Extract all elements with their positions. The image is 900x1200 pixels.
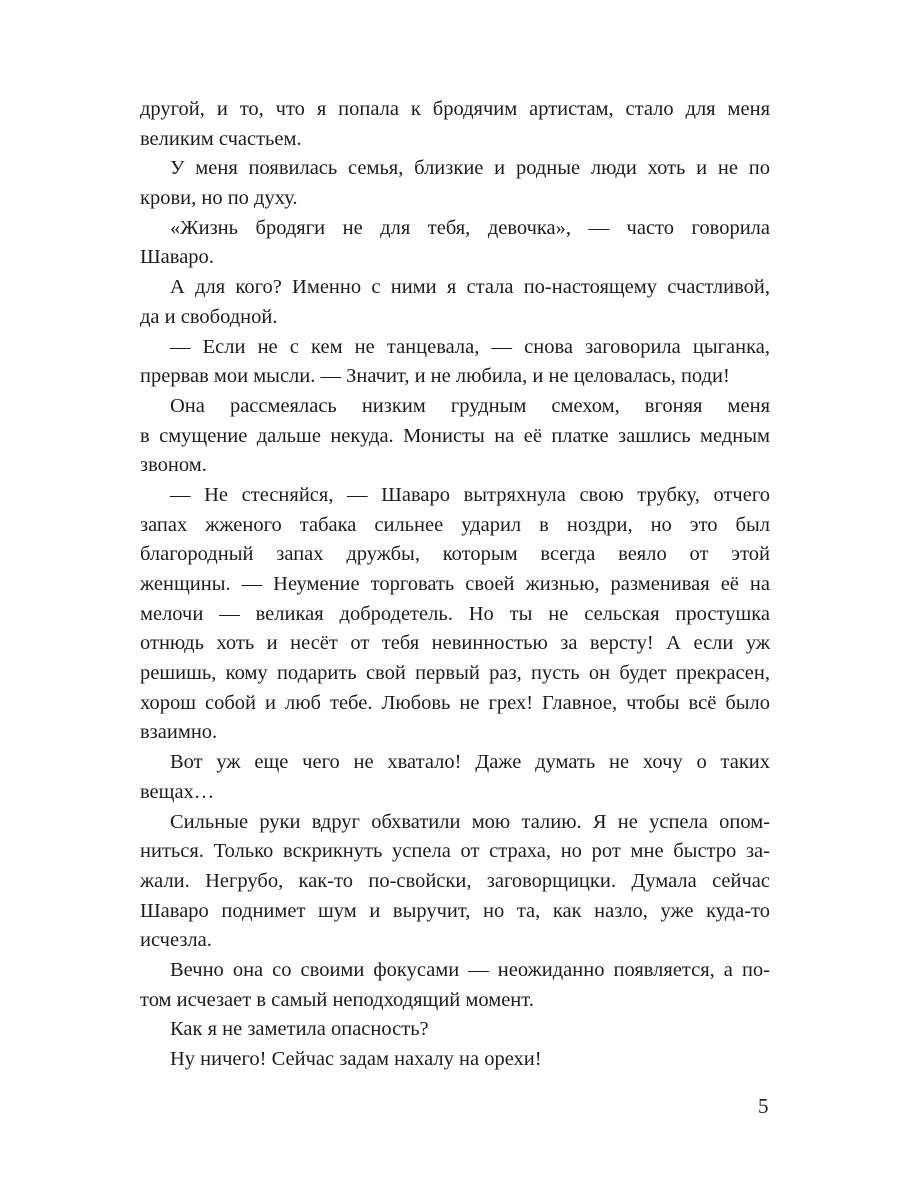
paragraph (140, 154, 770, 213)
text-line: ниться. Только вскрикнуть успела от страха, но рот мне быстро за- (140, 840, 770, 863)
text-line: взаимно. (140, 721, 218, 744)
text-line: прервав мои мысли. — Значит, и не любила, и не целовалась, поди! (140, 365, 730, 388)
text-line: — Если не с кем не танцевала, — снова заговорила цыганка, (170, 335, 770, 358)
paragraph (140, 392, 770, 481)
paragraph (140, 1045, 770, 1075)
paragraph (140, 481, 770, 748)
text-line: Шаваро. (140, 246, 214, 269)
text-line: Как я не заметила опасность? (170, 1018, 429, 1041)
text-line: А для кого? Именно с ними я стала по-настоящему счастливой, (170, 276, 770, 299)
paragraph (140, 748, 770, 807)
text-line: великим счастьем. (140, 127, 302, 150)
text-line: вещах… (140, 780, 215, 803)
text-line: мелочи — великая добродетель. Но ты не сельская простушка (140, 602, 770, 625)
paragraph (140, 808, 770, 956)
paragraph (140, 1015, 770, 1045)
text-line: исчезла. (140, 929, 212, 952)
text-line: Сильные руки вдруг обхватили мою талию. Я не успела опом- (170, 810, 770, 833)
text-line: хорош собой и люб тебе. Любовь не грех! Главное, чтобы всё было (140, 691, 770, 714)
text-line: решишь, кому подарить свой первый раз, пусть он будет прекрасен, (140, 662, 770, 685)
text-line: Она рассмеялась низким грудным смехом, вгоняя меня (170, 394, 770, 417)
paragraph (140, 333, 770, 392)
text-line: в смущение дальше некуда. Монисты на её платке зашлись медным (140, 424, 770, 447)
text-line: благородный запах дружбы, которым всегда веяло от этой (140, 543, 770, 566)
text-line: отнюдь хоть и несёт от тебя невинностью за версту! А если уж (140, 632, 770, 655)
text-line: запах жженого табака сильнее ударил в ноздри, но это был (140, 513, 770, 536)
text-line: Вот уж еще чего не хватало! Даже думать не хочу о таких (170, 751, 770, 774)
text-line: Вечно она со своими фокусами — неожиданно появляется, а по- (170, 958, 770, 981)
text-line: крови, но по духу. (140, 187, 298, 210)
text-line: — Не стесняйся, — Шаваро вытряхнула свою трубку, отчего (170, 483, 770, 506)
text-line: Ну ничего! Сейчас задам нахалу на орехи! (170, 1048, 542, 1070)
text-line: Шаваро поднимет шум и выручит, но та, как назло, уже куда-то (140, 899, 770, 922)
paragraph (140, 273, 770, 332)
text-line: У меня появилась семья, близкие и родные люди хоть и не по (170, 157, 770, 180)
paragraph (140, 95, 770, 154)
text-line: жали. Негрубо, как-то по-свойски, заговорщицки. Думала сейчас (140, 869, 770, 892)
text-line: женщины. — Неумение торговать своей жизнью, разменивая её на (140, 573, 770, 595)
text-line: «Жизнь бродяги не для тебя, девочка», — часто говорила (170, 216, 770, 239)
paragraph (140, 214, 770, 273)
page-number: 5 (758, 1094, 769, 1118)
text-line: другой, и то, что я попала к бродячим артистам, стало для меня (140, 98, 770, 120)
paragraph (140, 956, 770, 1015)
page-body (140, 95, 770, 1075)
text-line: да и свободной. (140, 305, 278, 328)
text-line: звоном. (140, 454, 207, 477)
text-line: том исчезает в самый неподходящий момент. (140, 988, 534, 1011)
